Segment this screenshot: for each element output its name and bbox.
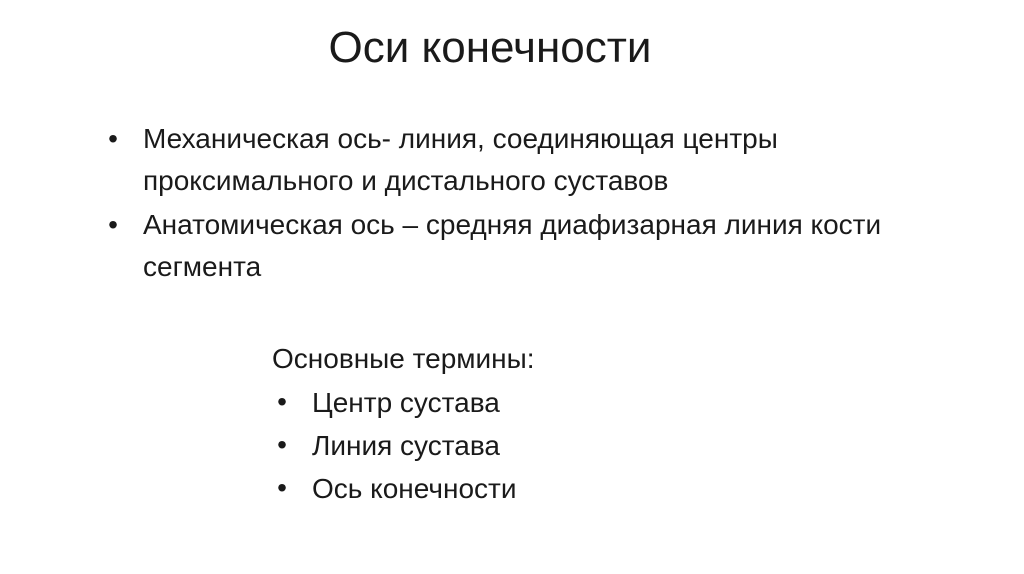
main-bullet-list (103, 118, 983, 290)
list-item-joint-line (272, 424, 772, 467)
list-item-mechanical-axis (103, 118, 983, 202)
list-item-text: Ось конечности (312, 473, 517, 504)
key-terms-heading: Основные термины: (272, 343, 535, 374)
bullet-icon: • (277, 429, 287, 460)
list-item-text: Механическая ось- линия, соединяющая центры проксимального и дистального суставов (143, 123, 778, 196)
slide-title: Оси конечности (328, 23, 652, 72)
list-item-text: Линия сустава (312, 430, 500, 461)
key-terms-block (272, 337, 772, 510)
key-terms-list (272, 381, 772, 510)
bullet-icon: • (108, 209, 118, 240)
list-item-anatomical-axis (103, 204, 983, 288)
list-item-text: Анатомическая ось – средняя диафизарная линия кости сегмента (143, 209, 882, 282)
bullet-icon: • (277, 472, 287, 503)
bullet-icon: • (277, 386, 287, 417)
list-item-text: Центр сустава (312, 387, 500, 418)
list-item-joint-center (272, 381, 772, 424)
bullet-icon: • (108, 123, 118, 154)
list-item-limb-axis (272, 467, 772, 510)
